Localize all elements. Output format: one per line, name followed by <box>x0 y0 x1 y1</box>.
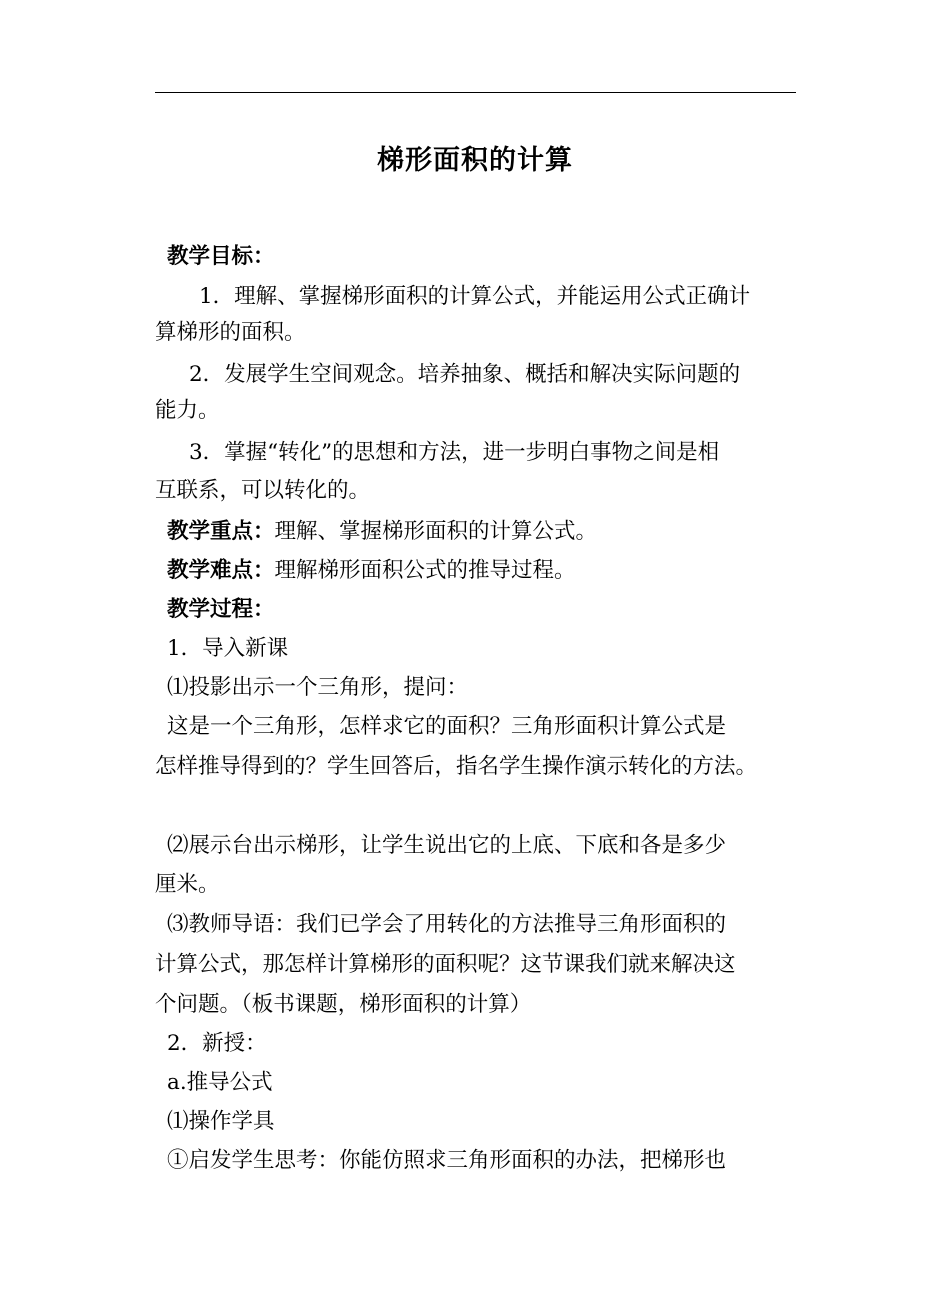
line-text: 2．新授： <box>167 1031 267 1056</box>
line-text: ⑶教师导语：我们已学会了用转化的方法推导三角形面积的 <box>167 912 727 937</box>
line-text: 厘米。 <box>155 872 220 897</box>
section-heading: 教学过程： <box>167 597 275 622</box>
paragraph-line <box>155 990 815 1020</box>
paragraph-line <box>155 950 815 980</box>
paragraph-line <box>167 910 827 940</box>
line-text: ⑵展示台出示梯形，让学生说出它的上底、下底和各是多少 <box>167 833 727 858</box>
line-text: 理解梯形面积公式的推导过程。 <box>274 558 576 583</box>
line-text: 2．发展学生空间观念。培养抽象、概括和解决实际问题的 <box>189 362 741 387</box>
header-rule <box>155 92 796 93</box>
line-text: 个问题。（板书课题，梯形面积的计算） <box>155 992 532 1017</box>
paragraph-line <box>167 673 827 703</box>
line-text: 1．导入新课 <box>167 636 289 661</box>
paragraph-line <box>167 712 827 742</box>
section-label: 教学重点： <box>167 519 275 544</box>
page-title: 梯形面积的计算 <box>377 145 573 176</box>
paragraph-line <box>167 595 827 625</box>
paragraph-line <box>167 1029 827 1059</box>
paragraph-line <box>155 396 815 426</box>
line-text: ⑴投影出示一个三角形，提问： <box>167 675 469 700</box>
line-text: 算梯形的面积。 <box>155 320 306 345</box>
paragraph-line <box>167 242 827 272</box>
line-text: 怎样推导得到的？学生回答后，指名学生操作演示转化的方法。 <box>155 754 758 779</box>
line-text: 计算公式，那怎样计算梯形的面积呢？这节课我们就来解决这 <box>155 952 736 977</box>
paragraph-line <box>155 752 815 782</box>
section-heading: 教学目标： <box>167 244 275 269</box>
line-text: ⑴操作学具 <box>167 1109 275 1134</box>
line-text: 1．理解、掌握梯形面积的计算公式，并能运用公式正确计 <box>199 284 751 309</box>
paragraph-line <box>167 634 827 664</box>
line-text: ①启发学生思考：你能仿照求三角形面积的办法，把梯形也 <box>167 1148 727 1173</box>
paragraph-line <box>167 831 827 861</box>
line-text: 理解、掌握梯形面积的计算公式。 <box>274 519 598 544</box>
paragraph-line <box>167 1146 827 1176</box>
section-label: 教学难点： <box>167 558 275 583</box>
line-text: 互联系，可以转化的。 <box>155 478 371 503</box>
line-text: a.推导公式 <box>167 1070 273 1095</box>
line-text: 能力。 <box>155 398 220 423</box>
line-text: 3．掌握“转化”的思想和方法，进一步明白事物之间是相 <box>189 440 720 465</box>
paragraph-line <box>167 517 827 547</box>
paragraph-line <box>189 360 849 390</box>
paragraph-line <box>189 438 849 468</box>
paragraph-line <box>155 476 815 506</box>
line-text: 这是一个三角形，怎样求它的面积？三角形面积计算公式是 <box>167 714 727 739</box>
paragraph-line <box>155 318 815 348</box>
paragraph-line <box>155 870 815 900</box>
paragraph-line <box>167 556 827 586</box>
paragraph-line <box>167 1107 827 1137</box>
paragraph-line <box>167 1068 827 1098</box>
paragraph-line <box>199 282 859 312</box>
